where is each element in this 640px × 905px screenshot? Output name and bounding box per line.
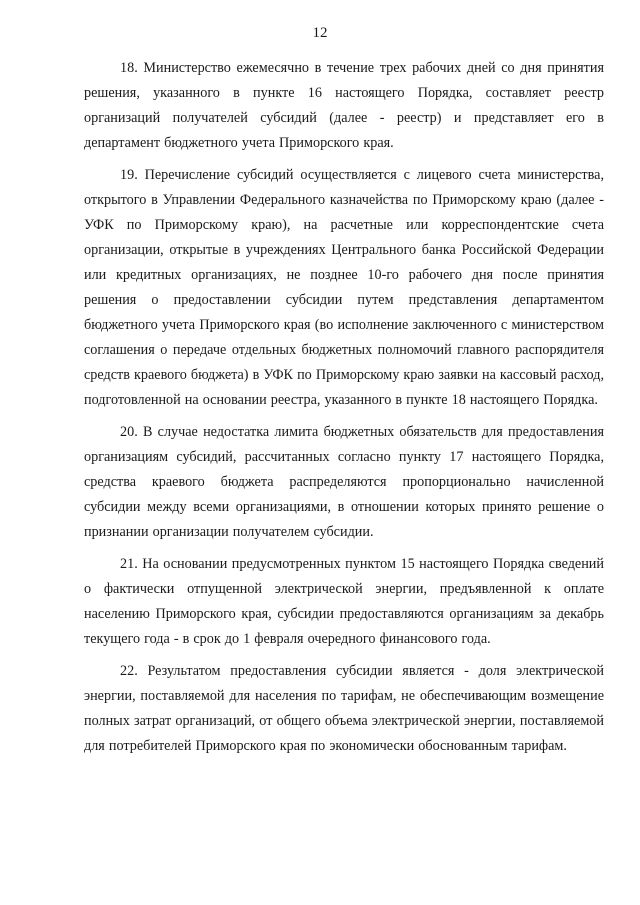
page-number: 12	[312, 25, 328, 41]
document-body	[84, 56, 604, 766]
paragraph-22: 22. Результатом предоставления субсидии является - доля электрической энергии, поставляемой для населения по тарифам, не обеспечивающим возмещение полных затрат организаций, от общего объема электрической энергии, поставляемой для потребителей Приморского края по экономически обоснованным тарифам.	[84, 663, 604, 754]
paragraph-21: 21. На основании предусмотренных пунктом 15 настоящего Порядка сведений о фактически отпущенной электрической энергии, предъявленной к оплате населению Приморского края, субсидии предоставляются организациям за декабрь текущего года - в срок до 1 февраля очередного финансового года.	[84, 556, 604, 647]
paragraph-18: 18. Министерство ежемесячно в течение трех рабочих дней со дня принятия решения, указанного в пункте 16 настоящего Порядка, составляет реестр организаций получателей субсидий (далее - реестр) и представляет его в департамент бюджетного учета Приморского края.	[84, 60, 604, 151]
paragraph-19: 19. Перечисление субсидий осуществляется с лицевого счета министерства, открытого в Управлении Федерального казначейства по Приморскому краю (далее - УФК по Приморскому краю), на расчетные или корреспондентские счета организации, открытые в учреждениях Центрального банка Российской Федерации или кредитных организациях, не позднее 10-го рабочего дня после принятия решения о предоставлении субсидии путем представления департаментом бюджетного учета Приморского края (во исполнение заключенного с министерством соглашения о передаче отдельных бюджетных полномочий главного распорядителя средств краевого бюджета) в УФК по Приморскому краю заявки на кассовый расход, подготовленной на основании реестра, указанного в пункте 18 настоящего Порядка.	[84, 167, 604, 408]
paragraph-20: 20. В случае недостатка лимита бюджетных обязательств для предоставления организациям субсидий, рассчитанных согласно пункту 17 настоящего Порядка, средства краевого бюджета распределяются пропорционально начисленной субсидии между всеми организациями, в отношении которых принято решение о признании организации получателем субсидии.	[84, 424, 604, 540]
